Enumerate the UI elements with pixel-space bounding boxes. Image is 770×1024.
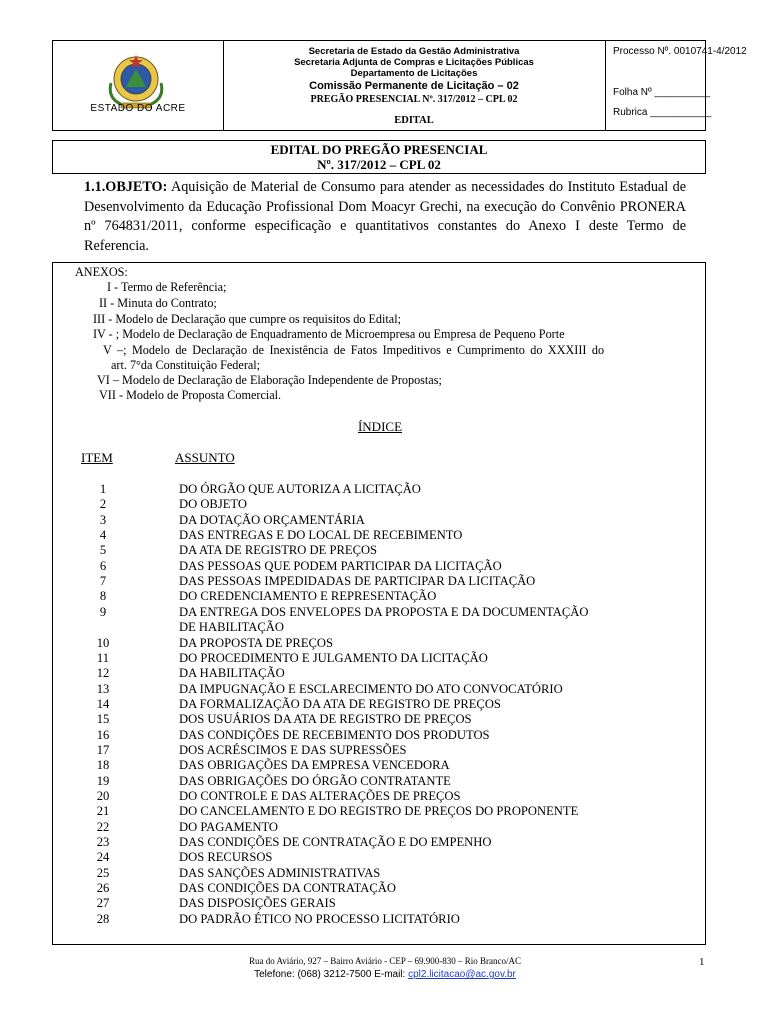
header-line-comissao: Comissão Permanente de Licitação – 02 [309, 80, 519, 92]
header-line-pregao: PREGÃO PRESENCIAL Nº. 317/2012 – CPL 02 [310, 94, 518, 105]
document-header [52, 40, 747, 131]
indice-item-number: 13 [96, 681, 110, 696]
indice-item-subject: DAS SANÇÕES ADMINISTRATIVAS [179, 865, 381, 880]
indice-item-number: 20 [96, 789, 110, 803]
indice-item-subject: DO ÓRGÃO QUE AUTORIZA A LICITAÇÃO [179, 482, 421, 496]
rubrica-field: Rubrica ___________ [613, 107, 712, 118]
indice-item-subject: DAS CONDIÇÕES DE RECEBIMENTO DOS PRODUTOS [179, 727, 490, 742]
footer-address: Rua do Aviário, 927 – Bairro Aviário - CEP – 69.900-830 – Rio Branco/AC [248, 956, 522, 966]
indice-item-subject: DO OBJETO [179, 497, 247, 512]
anexo-item: VII - Modelo de Proposta Comercial. [99, 388, 282, 402]
indice-item-subject: DO CONTROLE E DAS ALTERAÇÕES DE PREÇOS [179, 789, 461, 803]
indice-item-number: 4 [99, 528, 107, 543]
footer-email-link[interactable]: cpl2.licitacao@ac.gov.br [408, 969, 516, 980]
indice-item-number: 15 [96, 712, 110, 727]
indice-item-number: 19 [96, 773, 110, 788]
indice-item-number: 8 [99, 589, 107, 604]
processo-number: Processo Nº. 0010741-4/2012 [613, 46, 747, 57]
anexo-item: art. 7°da Constituição Federal; [111, 358, 261, 372]
indice-item-subject: DO PADRÃO ÉTICO NO PROCESSO LICITATÓRIO [179, 911, 460, 926]
indice-item-subject: DAS DISPOSIÇÕES GERAIS [179, 896, 336, 911]
indice-item-subject: DA IMPUGNAÇÃO E ESCLARECIMENTO DO ATO CONVOCATÓRIO [179, 681, 563, 696]
indice-item-number: 26 [96, 881, 110, 896]
indice-item-number: 7 [99, 574, 107, 589]
indice-item-subject: DAS PESSOAS IMPEDIDADAS DE PARTICIPAR DA LICITAÇÃO [179, 574, 536, 589]
indice-item-subject: DAS CONDIÇÕES DE CONTRATAÇÃO E DO EMPENHO [179, 835, 492, 850]
indice-item-subject: DO PROCEDIMENTO E JULGAMENTO DA LICITAÇÃO [179, 650, 488, 665]
header-line-departamento: Departamento de Licitações [350, 68, 478, 79]
header-logo-cell [53, 41, 224, 130]
indice-item-subject: DA FORMALIZAÇÃO DA ATA DE REGISTRO DE PREÇOS [179, 696, 501, 711]
anexo-item: I - Termo de Referência; [107, 280, 227, 294]
indice-item-number: 14 [96, 696, 110, 711]
header-line-adjunta: Secretaria Adjunta de Compras e Licitações Públicas [294, 57, 534, 68]
indice-item-number: 28 [96, 911, 110, 926]
indice-item-subject: DAS ENTREGAS E DO LOCAL DE RECEBIMENTO [179, 528, 463, 543]
indice-item-subject: DE HABILITAÇÃO [179, 620, 284, 635]
indice-item-number: 2 [99, 497, 107, 512]
indice-item-subject: DAS PESSOAS QUE PODEM PARTICIPAR DA LICITAÇÃO [179, 558, 502, 573]
indice-item-number: 27 [96, 896, 110, 911]
indice-item-number: 18 [96, 758, 110, 773]
indice-item-number: 10 [96, 635, 110, 650]
footer-phone: Telefone: (068) 3212-7500 E-mail: [254, 969, 409, 980]
anexo-item: VI – Modelo de Declaração de Elaboração Independente de Propostas; [97, 373, 442, 387]
page-number: 1 [699, 956, 705, 968]
indice-item-subject: DA ENTREGA DOS ENVELOPES DA PROPOSTA E DA DOCUMENTAÇÃO [179, 604, 589, 619]
header-line-edital: EDITAL [394, 115, 434, 126]
header-line-secretaria: Secretaria de Estado da Gestão Administrativa [308, 46, 520, 57]
header-process-cell [605, 41, 747, 130]
edital-number: Nº. 317/2012 – CPL 02 [317, 157, 441, 172]
indice-item-subject: DAS OBRIGAÇÕES DA EMPRESA VENCEDORA [179, 758, 450, 773]
indice-item-number: 16 [96, 727, 110, 742]
indice-item-subject: DA DOTAÇÃO ORÇAMENTÁRIA [179, 512, 365, 527]
edital-title: EDITAL DO PREGÃO PRESENCIAL [270, 142, 488, 157]
edital-title-box [52, 140, 706, 174]
indice-item-number: 21 [96, 804, 110, 819]
indice-item-number: 23 [96, 835, 110, 850]
indice-item-subject: DOS RECURSOS [179, 850, 273, 865]
estado-label: ESTADO DO ACRE [90, 103, 186, 114]
indice-item-number: 25 [96, 865, 110, 880]
anexo-item: IV - ; Modelo de Declaração de Enquadramento de Microempresa ou Empresa de Pequeno Porte [93, 327, 565, 341]
indice-item-number: 5 [99, 543, 107, 558]
anexo-item: III - Modelo de Declaração que cumpre os requisitos do Edital; [93, 312, 401, 326]
anexo-item: V –; Modelo de Declaração de Inexistência de Fatos Impeditivos e Cumprimento do XXXIII do [103, 343, 605, 357]
indice-item-number: 1 [99, 482, 107, 496]
indice-item-number: 12 [96, 666, 110, 681]
folha-field: Folha Nº __________ [613, 87, 711, 98]
indice-item-number: 6 [99, 558, 107, 573]
indice-item-subject: DO CREDENCIAMENTO E REPRESENTAÇÃO [179, 589, 437, 604]
anexos-heading: ANEXOS: [75, 265, 128, 279]
indice-item-number: 3 [99, 512, 107, 527]
indice-item-subject: DA HABILITAÇÃO [179, 666, 285, 681]
anexo-item: II - Minuta do Contrato; [99, 296, 217, 310]
objeto-paragraph [84, 178, 686, 256]
objeto-label: 1.1.OBJETO: [84, 179, 168, 195]
indice-item-subject: DA PROPOSTA DE PREÇOS [179, 635, 334, 650]
indice-item-subject: DO CANCELAMENTO E DO REGISTRO DE PREÇOS DO PROPONENTE [179, 804, 579, 819]
objeto-text: Aquisição de Material de Consumo para atender as necessidades do Instituto Estadual de Desenvolvimento da Educação Profissional Dom Moacyr Grechi, na execução do Convênio PRONERA nº 764831/2011, conforme especificação e quantitativos constantes do Anexo I deste Termo de Referencia. [84, 179, 686, 254]
header-center-cell [223, 41, 606, 130]
indice-item-number: 11 [96, 650, 110, 665]
indice-item-subject: DAS OBRIGAÇÕES DO ÓRGÃO CONTRATANTE [179, 773, 451, 788]
indice-col-item: ITEM [81, 450, 113, 465]
indice-item-subject: DA ATA DE REGISTRO DE PREÇOS [179, 543, 378, 558]
indice-col-assunto: ASSUNTO [175, 450, 235, 465]
indice-item-subject: DOS USUÁRIOS DA ATA DE REGISTRO DE PREÇOS [179, 712, 472, 727]
indice-item-subject: DOS ACRÉSCIMOS E DAS SUPRESSÕES [179, 742, 407, 757]
indice-item-number: 24 [96, 850, 110, 865]
indice-item-number: 17 [96, 742, 110, 757]
indice-item-subject: DAS CONDIÇÕES DA CONTRATAÇÃO [179, 881, 396, 896]
indice-item-number: 22 [96, 819, 110, 834]
indice-title: ÍNDICE [357, 419, 403, 434]
indice-item-subject: DO PAGAMENTO [179, 819, 279, 834]
footer-contact [0, 969, 770, 980]
anexos-indice-box [52, 262, 706, 945]
indice-item-number: 9 [99, 604, 107, 619]
